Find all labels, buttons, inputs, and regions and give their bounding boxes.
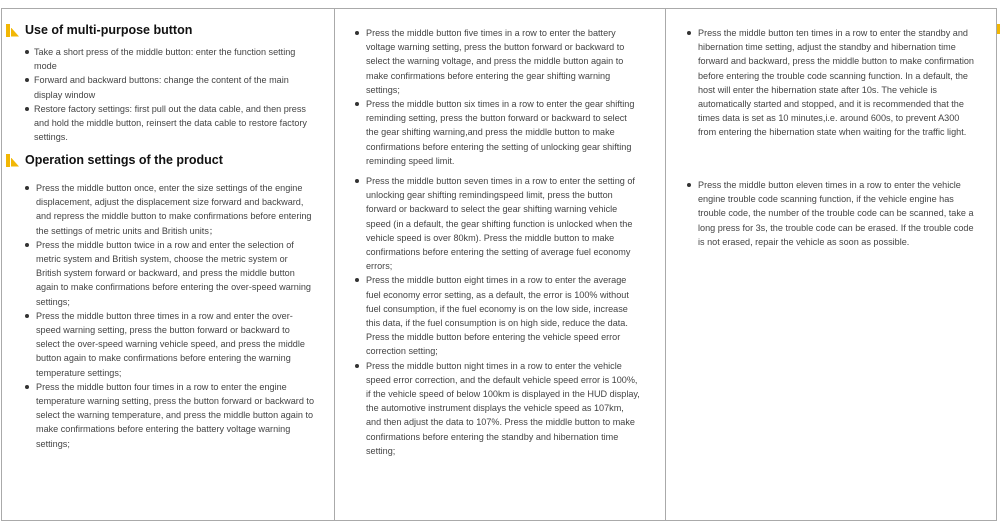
bullet-dot-icon [355,31,359,35]
list-item: Press the middle button three times in a row and enter the over-speed warning setting, press the button forward or backward to select the over-speed warning vehicle speed, and press the middle button again to make confirmations before entering the warning temperature settings; [24,309,314,380]
list-item: Press the middle button night times in a row to enter the vehicle speed error correction, and the default vehicle speed error is 100%, if the vehicle speed of below 100km is displayed in the HUD display, the automotive instrument displays the vehicle speed as 107km, and then adjust the data to 107%. Press the middle button to make confirmations before entering the standby and hibernation time setting; [354,359,640,458]
bullet-dot-icon [355,364,359,368]
yellow-corner-marker-icon [6,24,19,37]
section-heading-operation [6,153,223,167]
yellow-corner-marker-icon [6,154,19,167]
list-item: Press the middle button ten times in a row to enter the standby and hibernation time setting, adjust the standby and hibernation time forward and backward, press the middle button to make confirmation before entering the trouble code scanning function. In a default, the host will enter the hibernation state after 10s. The vehicle is automatically started and stopped, and it is recommended that the times data is set as 10 minutes,i.e. around 600s, to prevent A300 from entering the hibernation state when waiting for the traffic light. [686,26,976,140]
section-title: Use of multi-purpose button [25,23,193,37]
bullet-dot-icon [25,385,29,389]
list-item: Take a short press of the middle button: enter the function setting mode [24,45,314,73]
bullet-dot-icon [25,107,29,111]
bullet-dot-icon [25,186,29,190]
list-item: Press the middle button eight times in a row to enter the average fuel economy error setting, as a default, the error is 100% without fuel consumption, if the fuel economy is on the low side, increase this data, if the fuel consumption is on high side, reduce the data. Press the middle button before entering the vehicle speed error correction setting; [354,273,640,358]
list-item: Press the middle button seven times in a row to enter the setting of unlocking gear shifting remindingspeed limit, press the button forward or backward to select the gear shifting warning vehicle speed (in a default, the gear shifting function is unlocked when the vehicle speed is over 80km). Press the middle button to make confirmations before entering the setting of average fuel economy errors; [354,174,640,273]
list-item: Press the middle button once, enter the size settings of the engine displacement, adjust the displacement size forward and backward, and repress the middle button to make confirmations before entering the settings of metric units and British units； [24,181,314,238]
bullet-list [686,26,976,140]
list-item: Press the middle button twice in a row and enter the selection of metric system and British system, choose the metric system or British system forward or backward, and press the middle button again to make confirmations before entering the over-speed warning settings; [24,238,314,309]
bullet-dot-icon [687,183,691,187]
bullet-dot-icon [25,314,29,318]
bullet-dot-icon [355,102,359,106]
bullet-dot-icon [355,278,359,282]
list-item: Press the middle button eleven times in a row to enter the vehicle engine trouble code scanning function, if the vehicle engine has trouble code, the number of the trouble code can be scanned, take a long press for 3s, the trouble code can be erased. If the trouble code is not erased, repair the vehicle as soon as possible. [686,178,976,249]
bullet-list [354,26,640,168]
list-item: Forward and backward buttons: change the content of the main display window [24,73,314,101]
bullet-dot-icon [687,31,691,35]
list-item: Restore factory settings: first pull out the data cable, and then press and hold the middle button, reinsert the data cable to restore factory settings. [24,102,314,145]
bullet-dot-icon [25,243,29,247]
bullet-list [686,178,976,249]
bullet-dot-icon [25,50,29,54]
list-item: Press the middle button five times in a row to enter the battery voltage warning setting, press the button forward or backward to select the warning voltage, and press the middle button again to make confirmations before entering the gear shifting warning settings; [354,26,640,97]
bullet-list [24,45,314,144]
column-2 [334,8,665,521]
bullet-dot-icon [355,179,359,183]
column-1 [1,8,334,521]
bullet-list [354,174,640,458]
list-item: Press the middle button six times in a row to enter the gear shifting reminding setting, press the button forward or backward to select the gear shifting warning,and press the middle button to make confirmations before entering the setting of unlocking gear shifting reminding speed limit. [354,97,640,168]
bullet-list [24,181,314,451]
section-heading-multipurpose [6,23,192,37]
list-item: Press the middle button four times in a row to enter the engine temperature warning setting, press the button forward or backward to select the warning temperature, and press the middle button again to make confirmations before entering the battery voltage warning settings; [24,380,314,451]
bullet-dot-icon [25,78,29,82]
column-3 [665,8,997,521]
section-title: Operation settings of the product [25,153,223,167]
